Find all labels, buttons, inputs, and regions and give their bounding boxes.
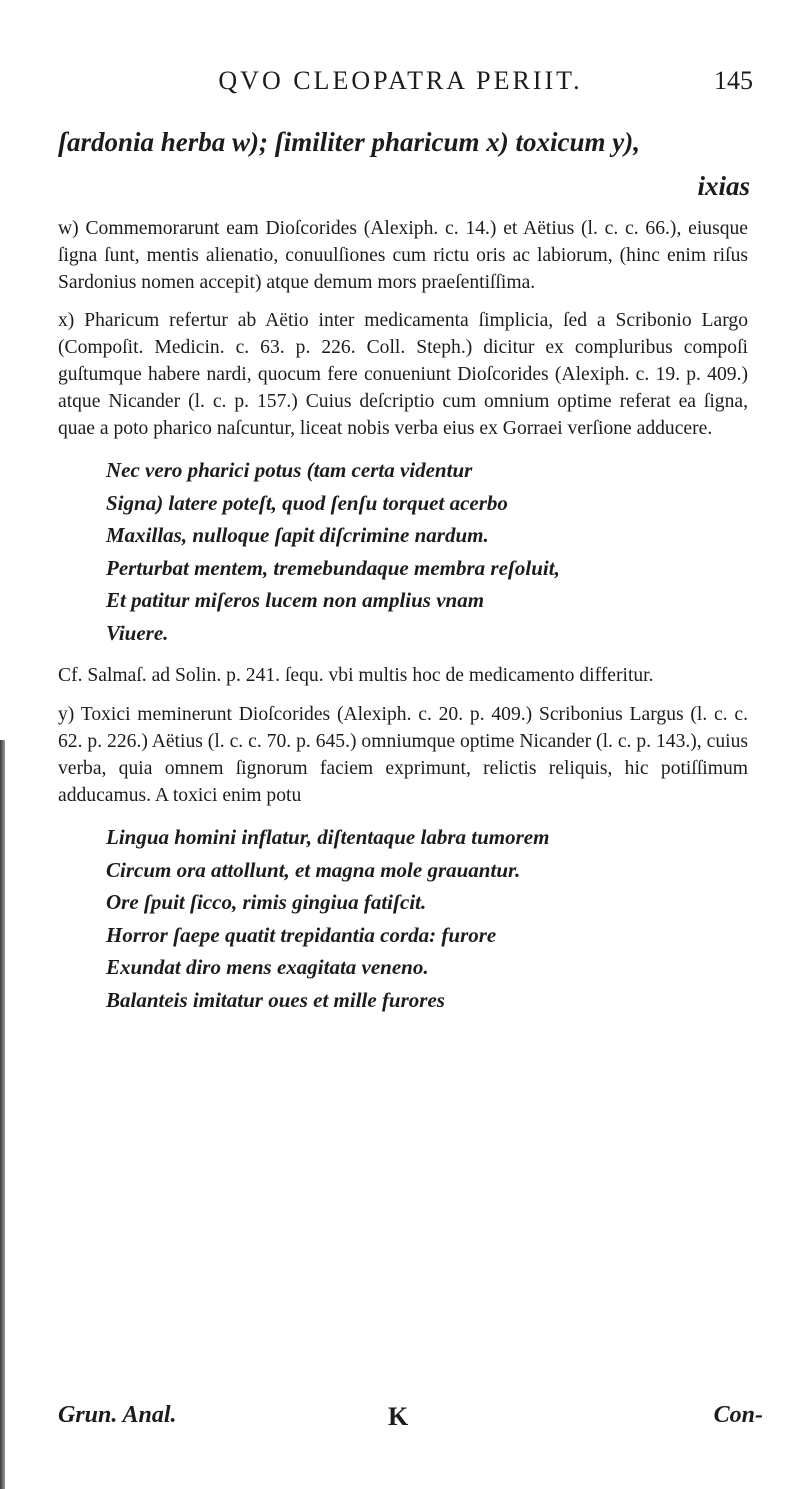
catchword: Con- [713,1402,763,1428]
footnote-x-continuation: Cf. Salmaſ. ad Solin. p. 241. ſequ. vbi multis hoc de medicamento differitur. [58,665,654,687]
main-text-last-word: ixias [697,171,750,201]
verse-line: Maxillas, nulloque ſapit diſcrimine nardum. [106,523,489,548]
verse-line: Nec vero pharici potus (tam certa videntur [106,458,473,483]
verse-line: Viuere. [106,620,169,645]
verse-line: Et patitur miſeros lucem non amplius vnam [106,588,485,613]
verse-line: Perturbat mentem, tremebundaque membra reſoluit, [106,555,560,580]
footnote-y-verse [106,821,748,1016]
verse-line: Circum ora attollunt, et magna mole grauantur. [106,857,521,882]
footnotes [58,216,748,1030]
main-text-line: ſardonia herba w); ſimiliter pharicum x) toxicum y), [58,127,641,157]
footer-reference: Grun. Anal. [58,1402,177,1428]
main-text [58,120,758,208]
footnote-x: x) Pharicum refertur ab Aëtio inter medicamenta ſimplicia, ſed a Scribonio Largo (Compoſit. Medicin. c. 63. p. 226. Coll. Steph.) dicitur ex compluribus compoſi guſtumque habere nardi, quocum fere conueniunt Dioſcorides (Alexiph. c. 19. p. 409.) atque Nicander (l. c. p. 157.) Cuius deſcriptio cum omnium optime referat ea ſigna, quae a poto pharico naſcuntur, liceat nobis verba eius ex Gorraei verſione adducere. [58,310,748,439]
signature-mark: K [388,1402,409,1431]
running-title: QVO CLEOPATRA PERIIT. [218,66,583,95]
footnote-y: y) Toxici meminerunt Dioſcorides (Alexiph. c. 20. p. 409.) Scribonius Largus (l. c. c. 62. p. 226.) Aëtius (l. c. c. 70. p. 645.) omniumque optime Nicander (l. c. p. 143.), cuius verba, quia omnem ſignorum faciem exprimunt, relictis reliquis, hic potiſſimum adducamus. A toxici enim potu [58,704,748,806]
page-footer [58,1402,763,1429]
verse-line: Balanteis imitatur oues et mille furores [106,987,445,1012]
verse-line: Exundat diro mens exagitata veneno. [106,955,429,980]
verse-line: Lingua homini inflatur, diſtentaque labra tumorem [106,825,550,850]
page-number: 145 [714,66,753,95]
verse-line: Signa) latere poteſt, quod ſenſu torquet acerbo [106,490,508,515]
footnote-x-verse [106,454,748,649]
footnote-w: w) Commemorarunt eam Dioſcorides (Alexiph. c. 14.) et Aëtius (l. c. c. 66.), eiusque ſigna ſunt, mentis alienatio, conuulſiones cum rictu oris ac labiorum, (hinc enim riſus Sardonius nomen accepit) atque demum mors praeſentiſſima. [58,218,748,293]
verse-line: Ore ſpuit ſicco, rimis gingiua fatiſcit. [106,890,427,915]
binding-shadow [0,740,5,1489]
verse-line: Horror ſaepe quatit trepidantia corda: furore [106,922,497,947]
